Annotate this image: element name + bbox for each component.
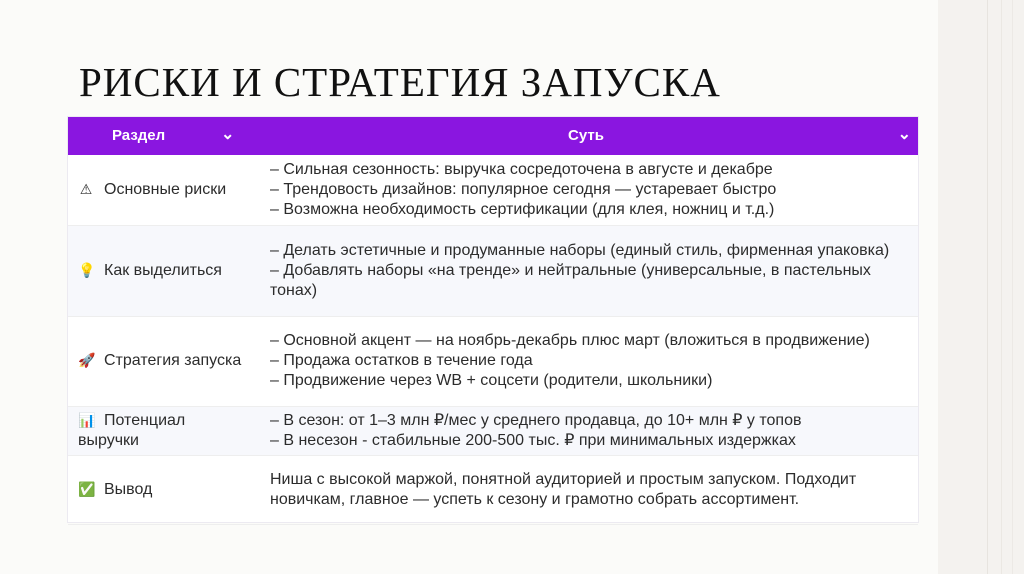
essence-line: – Возможна необходимость сертификации (для клея, ножниц и т.д.) — [270, 201, 775, 219]
table-header — [68, 117, 918, 155]
bar-chart-icon: 📊 — [78, 412, 96, 429]
section-cell — [68, 316, 254, 406]
table-row — [68, 155, 918, 225]
essence-line: – Добавлять наборы «на тренде» и нейтральные (универсальные, в пастельных тонах) — [270, 261, 871, 299]
header-essence[interactable] — [254, 117, 918, 155]
section-label: Как выделиться — [104, 261, 222, 279]
risk-strategy-table — [68, 117, 918, 522]
essence-line: – Делать эстетичные и продуманные наборы (единый стиль, фирменная упаковка) — [270, 241, 890, 259]
essence-line: – В сезон: от 1–3 млн ₽/мес у среднего продавца, до 10+ млн ₽ у топов — [270, 411, 802, 429]
section-content — [78, 411, 248, 451]
section-label: Основные риски — [104, 180, 227, 198]
header-section-label: Раздел — [112, 127, 166, 144]
warning-icon: ⚠ — [79, 181, 93, 198]
table-row — [68, 225, 918, 316]
essence-line: – Основной акцент — на ноябрь-декабрь плюс март (вложиться в продвижение) — [270, 332, 870, 349]
chevron-down-icon[interactable]: ⌄ — [897, 126, 911, 143]
essence-line: – Продвижение через WB + соцсети (родители, школьники) — [270, 372, 713, 389]
header-section[interactable] — [68, 117, 254, 155]
essence-cell — [254, 316, 918, 406]
section-cell — [68, 455, 254, 524]
header-essence-label: Суть — [568, 127, 604, 144]
header-row — [68, 117, 918, 155]
essence-line: – Трендовость дизайнов: популярное сегодня — устаревает быстро — [270, 181, 777, 199]
chevron-down-icon[interactable]: ⌄ — [221, 126, 235, 143]
section-content — [78, 480, 248, 500]
page-title: РИСКИ И СТРАТЕГИЯ ЗАПУСКА — [79, 59, 721, 105]
decorative-divider — [1012, 0, 1013, 574]
essence-line: – Продажа остатков в течение года — [270, 352, 533, 369]
decorative-divider — [987, 0, 988, 574]
essence-line: Ниша с высокой маржой, понятной аудиторией и простым запуском. Подходит новичкам, главное — успеть к сезону и грамотно собрать ассортимент. — [270, 470, 857, 508]
table-body — [68, 155, 918, 524]
essence-line: – В несезон - стабильные 200-500 тыс. ₽ при минимальных издержках — [270, 431, 796, 449]
section-label: Стратегия запуска — [104, 352, 242, 369]
section-cell — [68, 406, 254, 455]
section-cell — [68, 155, 254, 225]
section-content — [78, 180, 248, 200]
section-label: Вывод — [104, 480, 153, 498]
table-row — [68, 316, 918, 406]
section-cell — [68, 225, 254, 316]
check-box-icon: ✅ — [78, 481, 96, 498]
table-row — [68, 406, 918, 455]
essence-cell — [254, 225, 918, 316]
table-row — [68, 455, 918, 524]
essence-cell — [254, 455, 918, 524]
section-content — [78, 351, 248, 371]
table — [68, 117, 918, 525]
section-label: Потенциал выручки — [78, 411, 186, 449]
essence-line: – Сильная сезонность: выручка сосредоточена в августе и декабре — [270, 161, 773, 179]
essence-cell — [254, 406, 918, 455]
decorative-divider — [1001, 0, 1002, 574]
rocket-icon: 🚀 — [78, 353, 96, 369]
section-content — [78, 261, 248, 281]
lightbulb-icon: 💡 — [78, 262, 96, 279]
essence-cell — [254, 155, 918, 225]
